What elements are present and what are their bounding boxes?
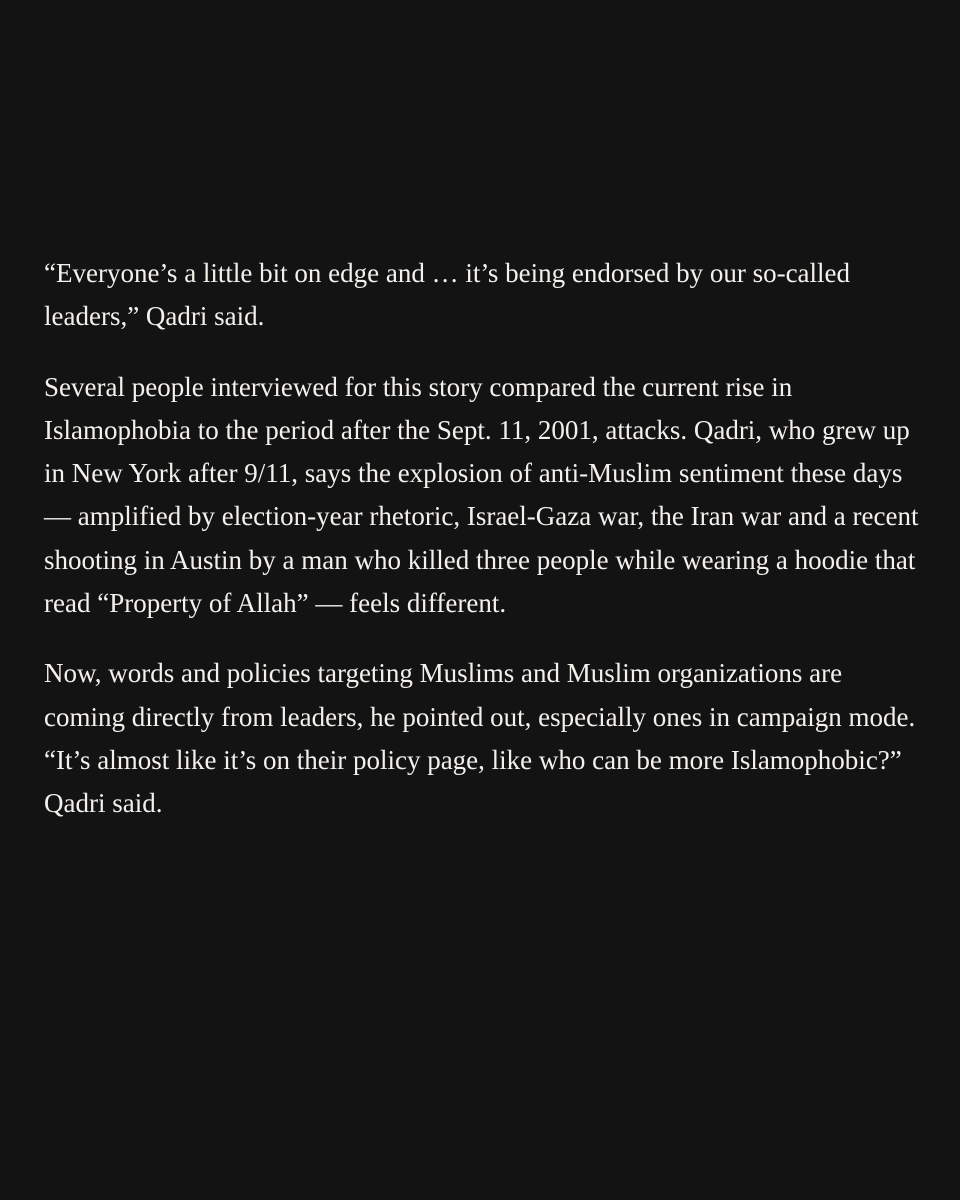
article-body xyxy=(44,252,924,853)
article-paragraph-2: Several people interviewed for this story compared the current rise in Islamophobia to the period after the Sept. 11, 2001, attacks. Qadri, who grew up in New York after 9/11, says the explosion of anti-Muslim sentiment these days — amplified by election-year rhetoric, Israel-Gaza war, the Iran war and a recent shooting in Austin by a man who killed three people while wearing a hoodie that read “Property of Allah” — feels different. xyxy=(44,371,919,619)
article-paragraph-1: “Everyone’s a little bit on edge and … it’s being endorsed by our so-called leaders,” Qadri said. xyxy=(44,258,851,332)
article-paragraph-3: Now, words and policies targeting Muslims and Muslim organizations are coming directly from leaders, he pointed out, especially ones in campaign mode. “It’s almost like it’s on their policy page, like who can be more Islamophobic?” Qadri said. xyxy=(44,658,916,819)
